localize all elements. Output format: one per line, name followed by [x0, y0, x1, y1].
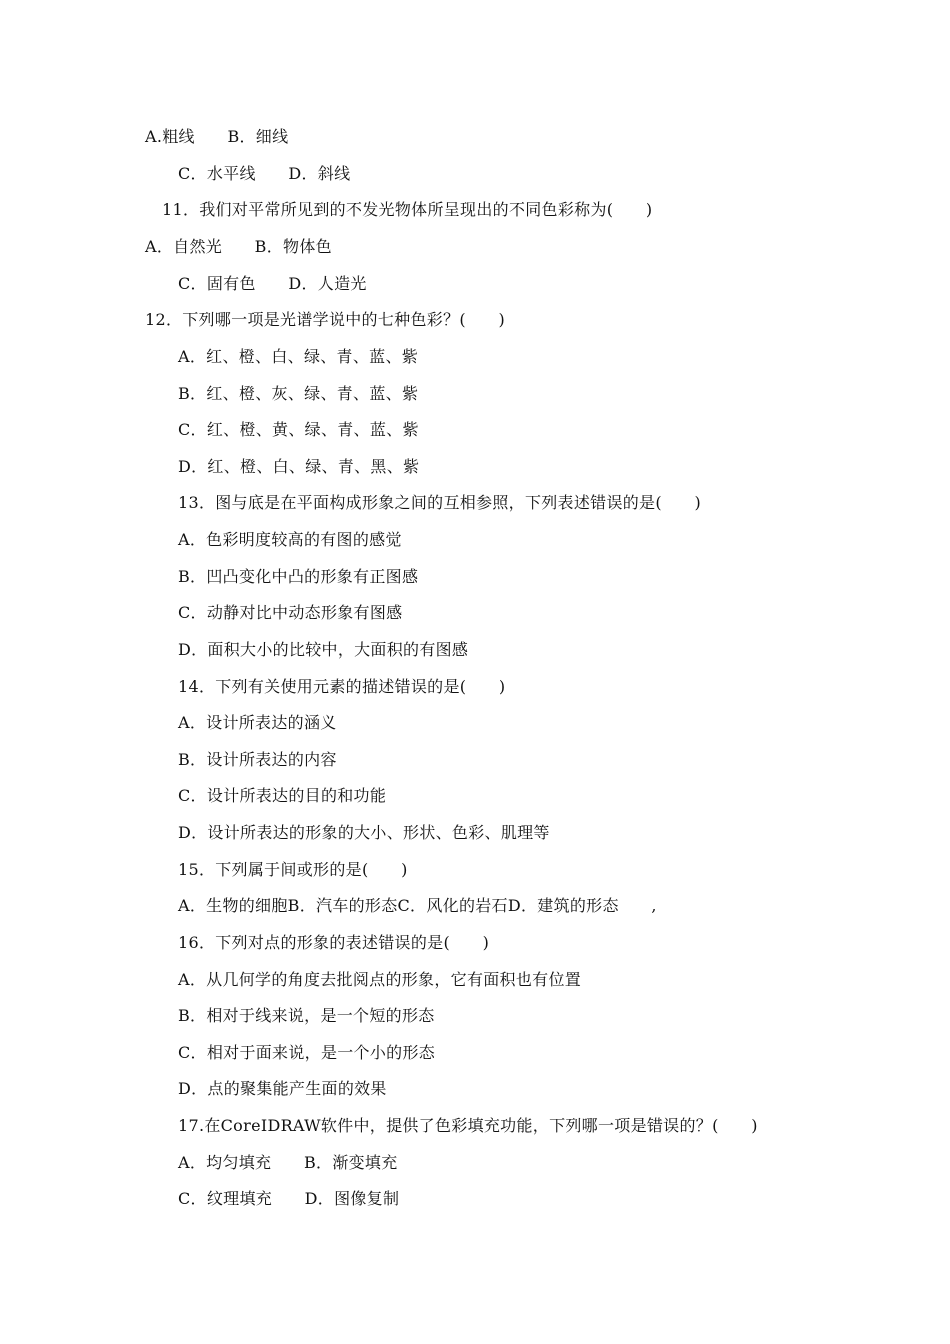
q14-option-d: D．设计所表达的形象的大小、形状、色彩、肌理等: [178, 823, 550, 842]
q13-option-b: B．凹凸变化中凸的形象有正图感: [178, 567, 419, 586]
q16-option-d: D．点的聚集能产生面的效果: [178, 1079, 387, 1098]
q12-question: 12．下列哪一项是光谱学说中的七种色彩？( ): [145, 310, 506, 329]
q10-options-ab: A.粗线 B．细线: [145, 127, 289, 146]
q16-question: 16．下列对点的形象的表述错误的是( ): [178, 933, 490, 952]
q11-question: 11．我们对平常所见到的不发光物体所呈现出的不同色彩称为( ): [162, 200, 653, 219]
q13-option-c: C．动静对比中动态形象有图感: [178, 603, 403, 622]
q17-options-ab: A．均匀填充 B．渐变填充: [178, 1153, 398, 1172]
q13-option-d: D．面积大小的比较中，大面积的有图感: [178, 640, 469, 659]
q12-option-a: A．红、橙、白、绿、青、蓝、紫: [178, 347, 419, 366]
q14-option-c: C．设计所表达的目的和功能: [178, 786, 387, 805]
q16-option-c: C．相对于面来说，是一个小的形态: [178, 1043, 436, 1062]
q13-question: 13．图与底是在平面构成形象之间的互相参照，下列表述错误的是( ): [178, 493, 702, 512]
q14-question: 14．下列有关使用元素的描述错误的是( ): [178, 677, 506, 696]
q12-option-c: C．红、橙、黄、绿、青、蓝、紫: [178, 420, 419, 439]
q15-question: 15．下列属于间或形的是( ): [178, 860, 408, 879]
q16-option-b: B．相对于线来说，是一个短的形态: [178, 1006, 435, 1025]
q11-options-ab: A．自然光 B．物体色: [145, 237, 332, 256]
q12-option-b: B．红、橙、灰、绿、青、蓝、紫: [178, 384, 419, 403]
q14-option-b: B．设计所表达的内容: [178, 750, 337, 769]
q10-options-cd: C．水平线 D．斜线: [178, 164, 351, 183]
q14-option-a: A．设计所表达的涵义: [178, 713, 337, 732]
q11-options-cd: C．固有色 D．人造光: [178, 274, 367, 293]
q12-option-d: D．红、橙、白、绿、青、黑、紫: [178, 457, 420, 476]
q15-options: A．生物的细胞B．汽车的形态C．风化的岩石D．建筑的形态 ,: [178, 896, 657, 915]
q17-options-cd: C．纹理填充 D．图像复制: [178, 1189, 400, 1208]
q13-option-a: A．色彩明度较高的有图的感觉: [178, 530, 402, 549]
q17-question: 17.在CoreIDRAW软件中，提供了色彩填充功能，下列哪一项是错误的？( ): [178, 1116, 758, 1135]
q16-option-a: A．从几何学的角度去批阅点的形象，它有面积也有位置: [178, 970, 582, 989]
